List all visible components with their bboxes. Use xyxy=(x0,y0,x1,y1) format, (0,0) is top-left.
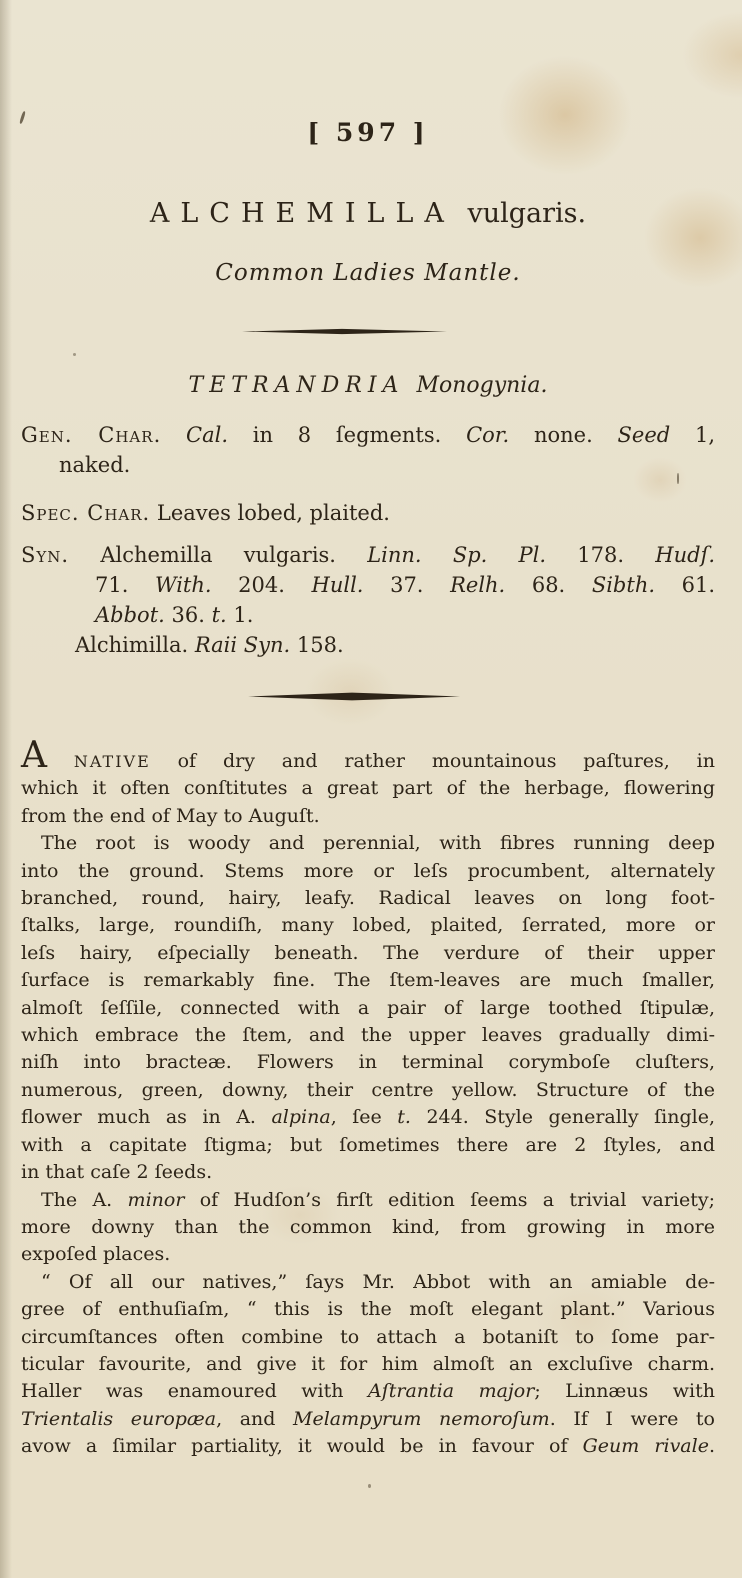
species-epithet: vulgaris. xyxy=(467,198,587,229)
text-segment: Syn. xyxy=(21,543,70,567)
swelled-rule-middle xyxy=(7,692,701,701)
text-line xyxy=(21,1214,715,1241)
text-segment: in that caſe 2 ſeeds. xyxy=(21,1161,213,1184)
page-number: [ 597 ] xyxy=(307,118,429,147)
text-segment: Sibth. xyxy=(591,573,656,597)
text-segment xyxy=(47,750,74,772)
text-line xyxy=(21,775,715,802)
text-segment: , ſee xyxy=(330,1106,398,1129)
text-segment: NATIVE xyxy=(73,752,151,771)
synonyms-section xyxy=(21,540,715,660)
text-segment: Relh. xyxy=(450,573,506,597)
linnaean-class: TETRANDRIA xyxy=(188,373,405,398)
text-segment: in 8 ſegments. xyxy=(228,423,467,447)
text-segment: Leaves lobed, plaited. xyxy=(150,501,390,525)
text-segment: Haller was enamoured with xyxy=(21,1380,368,1403)
text-segment: Gen. Char. xyxy=(21,423,162,447)
text-line xyxy=(21,1351,715,1378)
text-segment: more downy than the common kind, from growing in more xyxy=(21,1215,715,1238)
text-segment: numerous, green, downy, their centre yellow. Structure of the xyxy=(21,1078,715,1101)
text-segment: circumſtances often combine to attach a botaniſt to ſome par- xyxy=(21,1325,715,1348)
text-segment: 36. xyxy=(164,603,212,627)
text-segment: 244. Style generally ſingle, xyxy=(410,1106,716,1129)
text-line xyxy=(21,498,715,528)
text-line xyxy=(21,803,715,830)
text-segment: minor xyxy=(127,1188,185,1211)
text-segment: Hull. xyxy=(311,573,364,597)
text-segment: with a capitate ſtigma; but ſometimes there are 2 ſtyles, and xyxy=(21,1133,715,1156)
text-segment: naked. xyxy=(59,453,131,477)
text-segment: Seed xyxy=(617,423,671,447)
text-segment: Alchemilla vulgaris. xyxy=(69,543,368,567)
text-segment: 178. xyxy=(546,543,656,567)
text-line xyxy=(21,1049,715,1076)
text-segment: Abbot. xyxy=(95,603,165,627)
text-line xyxy=(21,1378,715,1405)
text-segment: which embrace the ſtem, and the upper leaves gradually dimi- xyxy=(21,1024,715,1047)
text-segment: niſh into bracteæ. Flowers in terminal corymboſe cluſters, xyxy=(21,1051,715,1074)
text-line xyxy=(21,1269,715,1296)
text-line xyxy=(21,940,715,967)
text-line xyxy=(21,995,715,1022)
text-segment: gree of enthuſiaſm, “ this is the moſt elegant plant.” Various xyxy=(21,1298,715,1321)
text-segment: ſurface is remarkably fine. The ſtem-leaves are much ſmaller, xyxy=(21,969,715,992)
text-line xyxy=(21,858,715,885)
text-segment: Melampyrum nemoroſum xyxy=(293,1407,550,1430)
text-segment: ſtalks, large, roundiſh, many lobed, plaited, ſerrated, more or xyxy=(21,914,715,937)
text-line xyxy=(21,450,715,480)
swelled-rule-top xyxy=(0,328,691,335)
text-segment: Raii Syn. xyxy=(194,633,291,657)
text-line xyxy=(21,600,715,630)
text-segment: flower much as in A. xyxy=(21,1106,272,1129)
text-segment: Aſtrantia major xyxy=(367,1380,535,1403)
text-segment: alpina xyxy=(271,1106,331,1129)
text-segment: ticular favourite, and give it for him almoſt an excluſive charm. xyxy=(21,1352,715,1375)
text-segment: 1, xyxy=(670,423,716,447)
text-segment: 1. xyxy=(226,603,254,627)
text-line xyxy=(21,1406,715,1433)
text-segment: Cal. xyxy=(186,423,228,447)
specific-character-section xyxy=(21,498,715,528)
text-segment: Cor. xyxy=(466,423,510,447)
text-segment: 68. xyxy=(505,573,592,597)
text-segment: Linn. Sp. Pl. xyxy=(367,543,547,567)
generic-character-section xyxy=(21,420,715,480)
text-segment: A xyxy=(21,735,47,776)
text-line xyxy=(21,420,715,450)
text-segment: expoſed places. xyxy=(21,1243,171,1266)
text-segment: of dry and rather mountainous paſtures, in xyxy=(150,750,715,772)
text-line xyxy=(21,1077,715,1104)
text-segment: 71. xyxy=(95,573,155,597)
text-segment: branched, round, hairy, leafy. Radical leaves on long foot- xyxy=(21,887,715,910)
text-line xyxy=(21,885,715,912)
text-segment: from the end of May to Auguſt. xyxy=(21,804,320,827)
classification-line xyxy=(21,372,715,400)
page-content xyxy=(21,0,715,1461)
text-segment: none. xyxy=(509,423,618,447)
text-line xyxy=(21,1241,715,1268)
text-segment: t. xyxy=(397,1106,411,1129)
text-segment: With. xyxy=(155,573,212,597)
text-line xyxy=(21,630,715,660)
text-segment: “ Of all our natives,” ſays Mr. Abbot with an amiable de- xyxy=(41,1270,715,1293)
text-line xyxy=(21,1324,715,1351)
text-line xyxy=(21,540,715,570)
text-line xyxy=(21,570,715,600)
text-segment: Spec. Char. xyxy=(21,501,151,525)
text-line xyxy=(21,1022,715,1049)
text-segment: into the ground. Stems more or leſs procumbent, alternately xyxy=(21,859,715,882)
text-segment: 37. xyxy=(363,573,451,597)
ink-speck xyxy=(368,1484,371,1488)
text-segment: t. xyxy=(211,603,227,627)
text-line xyxy=(21,912,715,939)
swelled-rule-glyph xyxy=(242,328,447,335)
text-segment: The A. xyxy=(41,1188,128,1211)
text-line xyxy=(21,830,715,857)
common-name: Common Ladies Mantle. xyxy=(215,260,521,286)
text-segment: which it often conſtitutes a great part of the herbage, flowering xyxy=(21,777,715,800)
description-text xyxy=(21,735,716,1461)
text-segment xyxy=(161,423,186,447)
text-segment: The root is woody and perennial, with fibres running deep xyxy=(41,832,715,855)
genus-name: ALCHEMILLA xyxy=(149,198,455,229)
text-segment: of Hudſon’s firſt edition ſeems a trivial variety; xyxy=(184,1188,715,1211)
linnaean-order: Monogynia. xyxy=(416,373,548,398)
text-line xyxy=(21,1132,715,1159)
text-segment: , and xyxy=(216,1407,294,1430)
text-segment: Geum rivale xyxy=(582,1435,709,1458)
text-line xyxy=(21,735,715,776)
text-segment: Hudſ. xyxy=(655,543,716,567)
text-segment: ; Linnæus with xyxy=(534,1380,715,1403)
text-segment: . If I were to xyxy=(549,1407,715,1430)
swelled-rule-glyph xyxy=(248,692,460,701)
species-title xyxy=(21,197,715,231)
text-line xyxy=(21,1104,715,1131)
text-segment: 158. xyxy=(290,633,344,657)
text-segment: leſs hairy, eſpecially beneath. The verdure of their upper xyxy=(21,941,715,964)
text-segment: 61. xyxy=(655,573,716,597)
text-line xyxy=(21,967,715,994)
text-segment: . xyxy=(708,1435,715,1458)
text-segment: 204. xyxy=(211,573,312,597)
text-segment: Trientalis europæa xyxy=(21,1407,217,1430)
text-line xyxy=(21,1296,715,1323)
text-segment: avow a ſimilar partiality, it would be in favour of xyxy=(21,1435,583,1458)
text-line xyxy=(21,1159,715,1186)
text-line xyxy=(21,1433,715,1460)
text-segment: almoſt ſeſſile, connected with a pair of large toothed ſtipulæ, xyxy=(21,996,715,1019)
text-line xyxy=(21,1187,715,1214)
text-segment: Alchimilla. xyxy=(75,633,195,657)
